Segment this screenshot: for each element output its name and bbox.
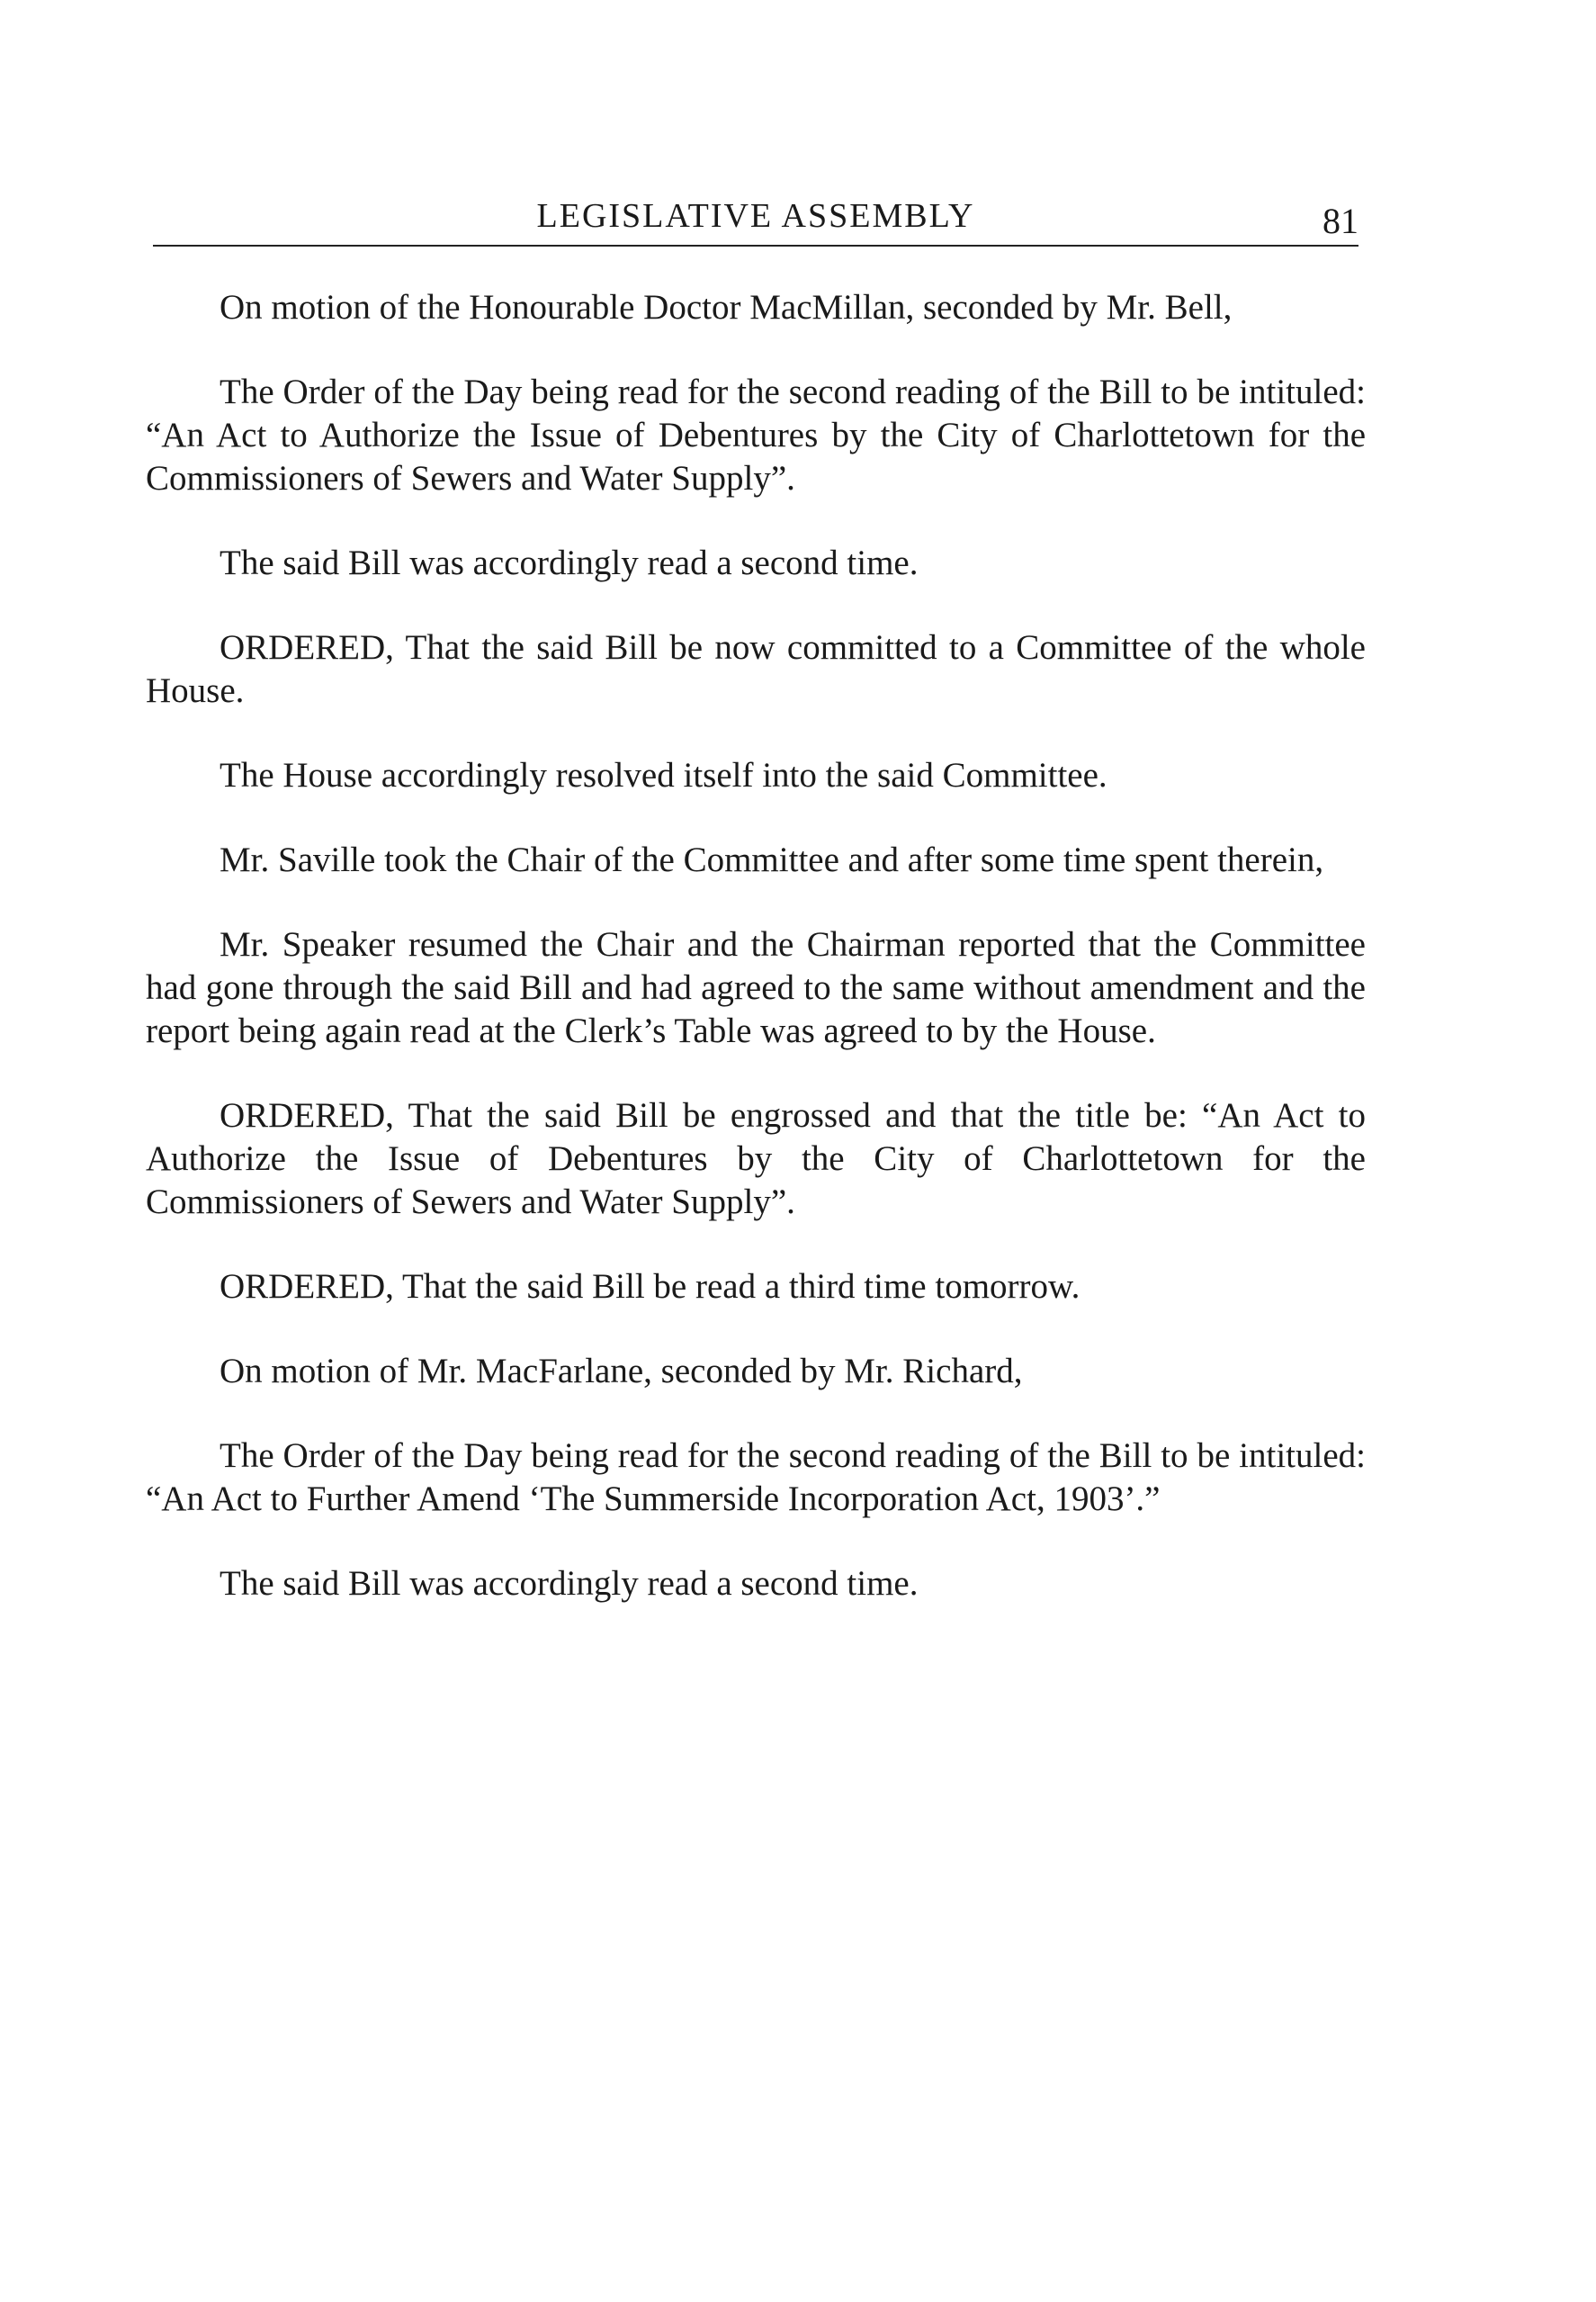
paragraph: The Order of the Day being read for the second reading of the Bill to be intituled: “An Act to Further Amend ‘The Summerside Incorporation Act, 1903’.” — [146, 1436, 1366, 1518]
paragraph: The Order of the Day being read for the second reading of the Bill to be intituled: “An Act to Authorize the Issue of Debentures by the City of Charlottetown for the Commissioners of Sewers and Water Supply”. — [146, 373, 1366, 498]
paragraph: ORDERED, That the said Bill be engrossed and that the title be: “An Act to Authorize the Issue of Debentures by the City of Charlottetown for the Commissioners of Sewers and Water Supply”. — [146, 1096, 1366, 1221]
paragraph: The House accordingly resolved itself into the said Committee. — [220, 756, 1107, 795]
paragraph: On motion of Mr. MacFarlane, seconded by Mr. Richard, — [220, 1352, 1023, 1390]
running-title: LEGISLATIVE ASSEMBLY — [536, 197, 975, 235]
header-rule — [153, 245, 1358, 247]
running-head — [153, 196, 1358, 241]
paragraph: On motion of the Honourable Doctor MacMillan, seconded by Mr. Bell, — [220, 288, 1233, 327]
paragraph: Mr. Saville took the Chair of the Committee and after some time spent therein, — [220, 841, 1324, 879]
paragraph: The said Bill was accordingly read a second time. — [220, 1564, 919, 1603]
body-text — [146, 286, 1366, 1647]
paragraph: Mr. Speaker resumed the Chair and the Chairman reported that the Committee had gone through the said Bill and had agreed to the same without amendment and the report being again read at the Clerk’s Table was agreed to by the House. — [146, 925, 1366, 1050]
paragraph: ORDERED, That the said Bill be read a third time tomorrow. — [220, 1267, 1080, 1306]
paragraph: ORDERED, That the said Bill be now committed to a Committee of the whole House. — [146, 628, 1366, 710]
paragraph: The said Bill was accordingly read a second time. — [220, 544, 919, 582]
page-number: 81 — [1323, 201, 1358, 241]
